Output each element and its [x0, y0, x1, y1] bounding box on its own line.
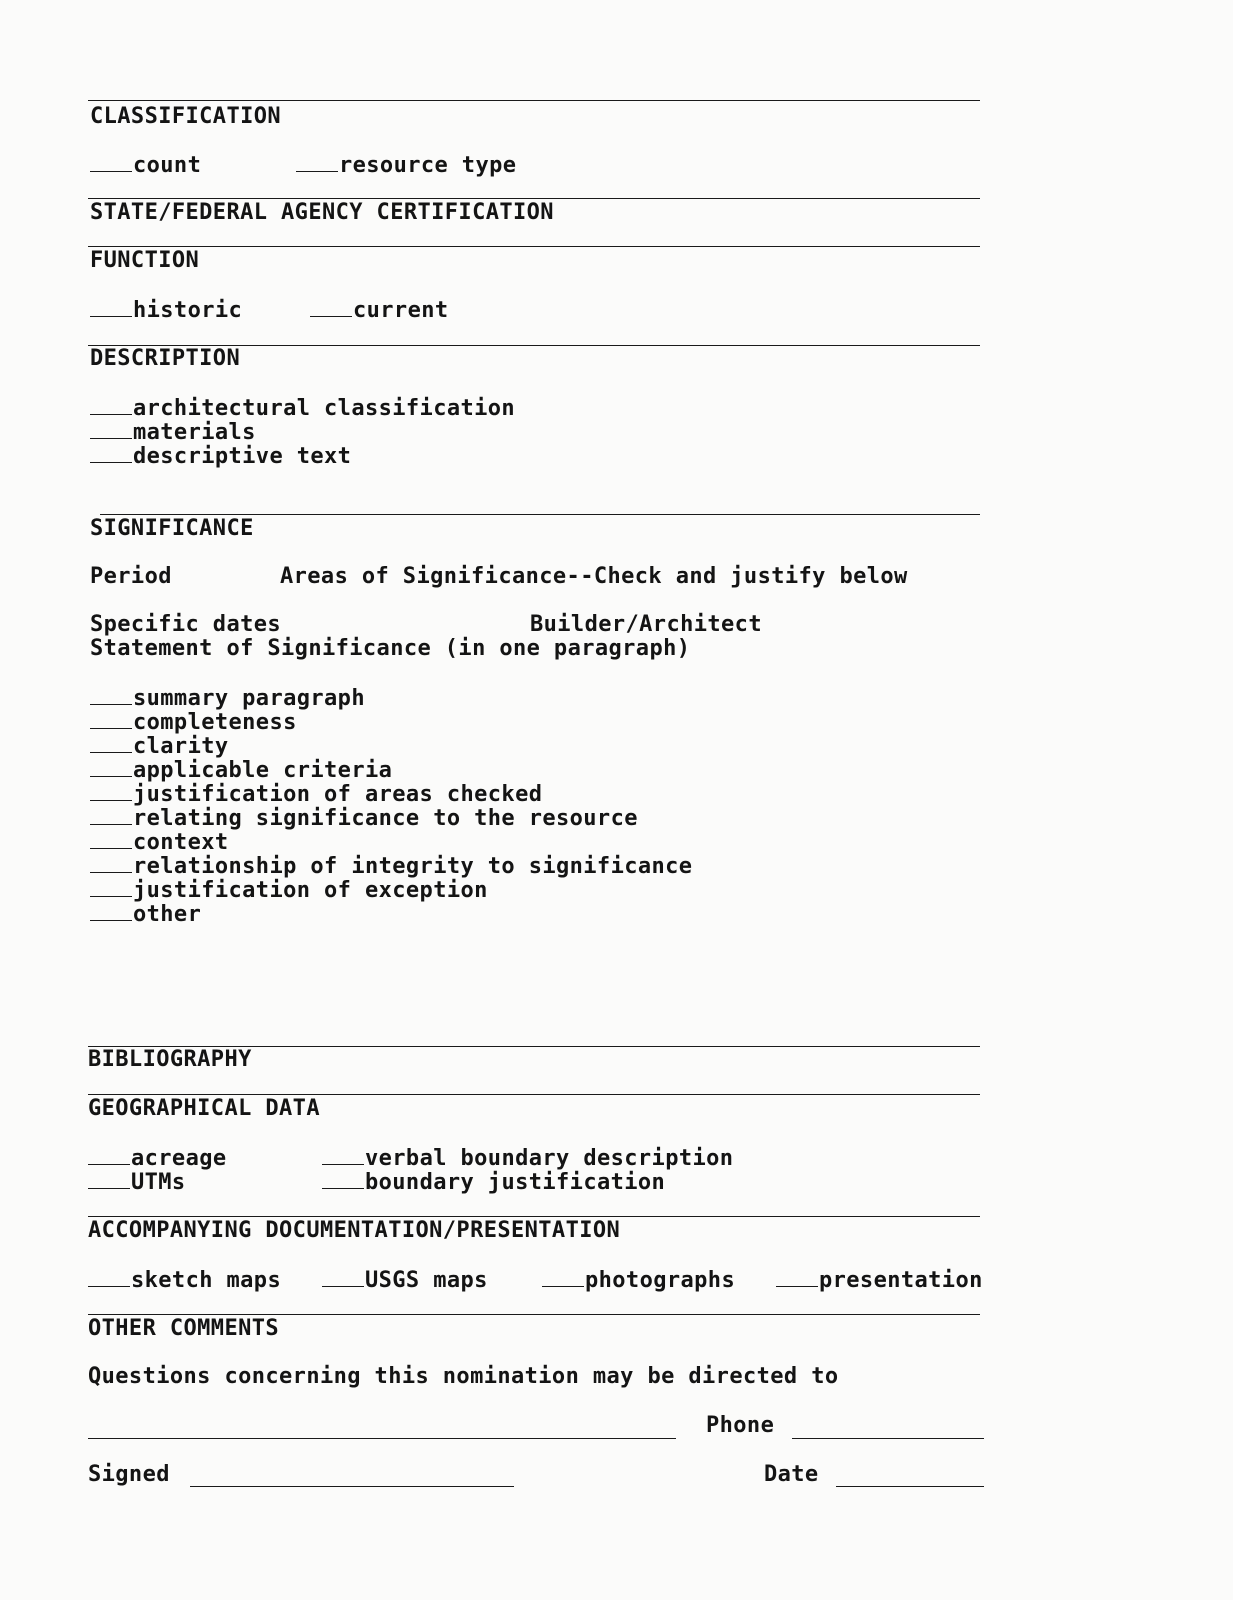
- checklist-item[interactable]: completeness: [90, 710, 297, 734]
- questions-text: Questions concerning this nomination may be directed to: [88, 1364, 839, 1389]
- blank-line: [90, 830, 132, 849]
- blank-line: [90, 734, 132, 753]
- checklist-item[interactable]: architectural classification: [90, 396, 515, 420]
- blank-line: [90, 878, 132, 897]
- checklist-item[interactable]: photographs: [542, 1268, 735, 1292]
- blank-line: [90, 686, 132, 705]
- date-line[interactable]: [836, 1486, 984, 1487]
- checklist-item[interactable]: boundary justification: [322, 1170, 665, 1194]
- rule-classification: [88, 100, 980, 101]
- rule-other-comments: [88, 1314, 980, 1315]
- blank-line: [88, 1170, 130, 1189]
- phone-label: Phone: [706, 1413, 775, 1438]
- blank-line: [90, 420, 132, 439]
- checklist-item[interactable]: historic: [90, 298, 242, 322]
- blank-line: [90, 806, 132, 825]
- blank-line: [88, 1268, 130, 1287]
- builder-label: Builder/Architect: [530, 612, 762, 637]
- checklist-item[interactable]: UTMs: [88, 1170, 186, 1194]
- checklist-item[interactable]: USGS maps: [322, 1268, 488, 1292]
- checklist-item[interactable]: context: [90, 830, 229, 854]
- blank-line: [322, 1146, 364, 1165]
- checklist-item[interactable]: other: [90, 902, 201, 926]
- blank-line: [90, 298, 132, 317]
- rule-significance: [100, 514, 980, 515]
- date-label: Date: [764, 1462, 819, 1487]
- rule-certification: [88, 198, 980, 199]
- contact-name-line[interactable]: [88, 1438, 676, 1439]
- specific-dates-label: Specific dates: [90, 612, 282, 637]
- blank-line: [322, 1268, 364, 1287]
- certification-heading: STATE/FEDERAL AGENCY CERTIFICATION: [90, 200, 554, 225]
- checklist-item[interactable]: sketch maps: [88, 1268, 281, 1292]
- checklist-item[interactable]: applicable criteria: [90, 758, 392, 782]
- checklist-item[interactable]: descriptive text: [90, 444, 351, 468]
- checklist-item[interactable]: justification of areas checked: [90, 782, 542, 806]
- checklist-item[interactable]: acreage: [88, 1146, 227, 1170]
- significance-heading: SIGNIFICANCE: [90, 516, 254, 541]
- areas-label: Areas of Significance--Check and justify below: [280, 564, 908, 589]
- blank-line: [542, 1268, 584, 1287]
- checklist-item[interactable]: materials: [90, 420, 256, 444]
- rule-geographical: [88, 1094, 980, 1095]
- description-heading: DESCRIPTION: [90, 346, 241, 371]
- signed-label: Signed: [88, 1462, 170, 1487]
- blank-line: [310, 298, 352, 317]
- other-comments-heading: OTHER COMMENTS: [88, 1316, 280, 1341]
- accompanying-heading: ACCOMPANYING DOCUMENTATION/PRESENTATION: [88, 1218, 621, 1243]
- period-label: Period: [90, 564, 172, 589]
- rule-function: [88, 246, 980, 247]
- blank-line: [90, 153, 132, 172]
- checklist-item[interactable]: clarity: [90, 734, 229, 758]
- checklist-item[interactable]: relationship of integrity to significance: [90, 854, 692, 878]
- blank-line: [90, 782, 132, 801]
- blank-line: [90, 758, 132, 777]
- checklist-item[interactable]: current: [310, 298, 449, 322]
- signature-line[interactable]: [190, 1486, 514, 1487]
- statement-label: Statement of Significance (in one paragraph): [90, 636, 691, 661]
- checklist-item[interactable]: justification of exception: [90, 878, 488, 902]
- blank-line: [88, 1146, 130, 1165]
- blank-line: [90, 902, 132, 921]
- checklist-item[interactable]: summary paragraph: [90, 686, 365, 710]
- function-heading: FUNCTION: [90, 248, 200, 273]
- checklist-item[interactable]: count: [90, 153, 201, 177]
- checklist-item[interactable]: presentation: [776, 1268, 983, 1292]
- checklist-item[interactable]: verbal boundary description: [322, 1146, 733, 1170]
- classification-heading: CLASSIFICATION: [90, 104, 282, 129]
- blank-line: [90, 710, 132, 729]
- blank-line: [322, 1170, 364, 1189]
- blank-line: [776, 1268, 818, 1287]
- bibliography-heading: BIBLIOGRAPHY: [88, 1047, 252, 1072]
- rule-accompanying: [88, 1216, 980, 1217]
- blank-line: [90, 444, 132, 463]
- geographical-heading: GEOGRAPHICAL DATA: [88, 1096, 320, 1121]
- checklist-item[interactable]: resource type: [296, 153, 516, 177]
- blank-line: [296, 153, 338, 172]
- blank-line: [90, 396, 132, 415]
- blank-line: [90, 854, 132, 873]
- checklist-item[interactable]: relating significance to the resource: [90, 806, 638, 830]
- phone-line[interactable]: [792, 1438, 984, 1439]
